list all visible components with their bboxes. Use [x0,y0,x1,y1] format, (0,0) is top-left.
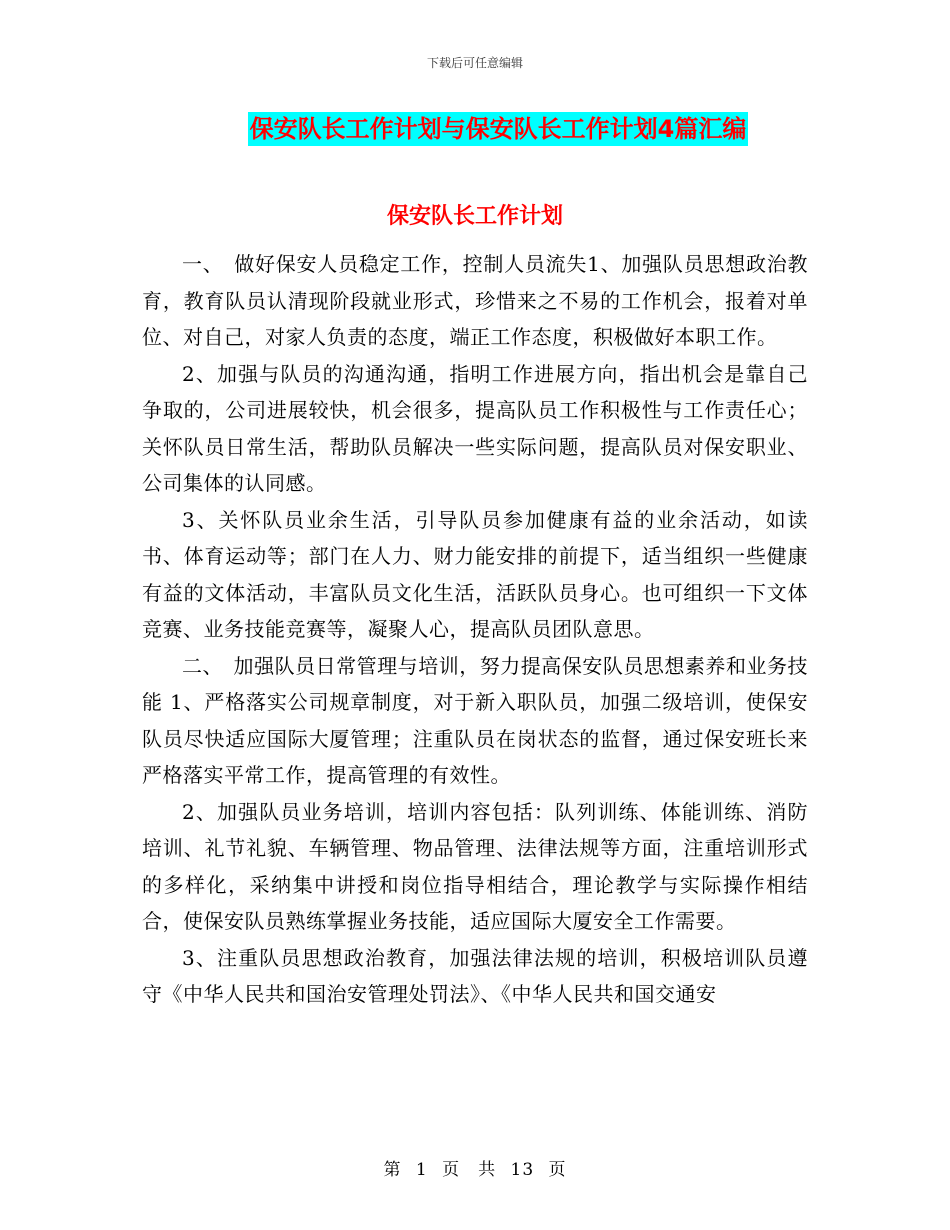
document-body [142,246,808,1013]
footer-suffix: 页 [548,1160,567,1180]
document-title: 保安队长工作计划与保安队长工作计划4篇汇编 [248,112,749,146]
footer-middle: 页 共 [442,1160,497,1180]
footer-prefix: 第 [383,1160,402,1180]
paragraph-4: 二、 加强队员日常管理与培训，努力提高保安队员思想素养和业务技能 1、严格落实公司规章制度，对于新入职队员，加强二级培训，使保安队员尽快适应国际大厦管理；注重队员在岗状态的监督，通过保安班长来严格落实平常工作，提高管理的有效性。 [142,653,808,787]
paragraph-5: 2、加强队员业务培训，培训内容包括：队列训练、体能训练、消防培训、礼节礼貌、车辆管理、物品管理、法律法规等方面，注重培训形式的多样化，采纳集中讲授和岗位指导相结合，理论教学与实际操作相结合，使保安队员熟练掌握业务技能，适应国际大厦安全工作需要。 [142,799,808,933]
header-note: 下载后可任意编辑 [426,56,523,70]
paragraph-6: 3、注重队员思想政治教育，加强法律法规的培训，积极培训队员遵守《中华人民共和国治安管理处罚法》、《中华人民共和国交通安 [142,945,808,1006]
document-title-container [0,112,950,146]
total-page-count: 13 [510,1160,535,1180]
section-title: 保安队长工作计划 [386,204,563,229]
paragraph-2: 2、加强与队员的沟通沟通，指明工作进展方向，指出机会是靠自己争取的，公司进展较快，机会很多，提高队员工作积极性与工作责任心；关怀队员日常生活，帮助队员解决一些实际问题，提高队员对保安职业、公司集体的认同感。 [142,361,808,495]
page-footer [0,1155,950,1180]
current-page-number: 1 [415,1160,428,1180]
paragraph-1: 一、 做好保安人员稳定工作，控制人员流失1、加强队员思想政治教育，教育队员认清现阶段就业形式，珍惜来之不易的工作机会，报着对单位、对自己，对家人负责的态度，端正工作态度，积极做好本职工作。 [142,252,808,349]
paragraph-3: 3、关怀队员业余生活，引导队员参加健康有益的业余活动，如读书、体育运动等；部门在人力、财力能安排的前提下，适当组织一些健康有益的文体活动，丰富队员文化生活，活跃队员身心。也可组织一下文体竞赛、业务技能竞赛等，凝聚人心，提高队员团队意思。 [142,507,808,641]
